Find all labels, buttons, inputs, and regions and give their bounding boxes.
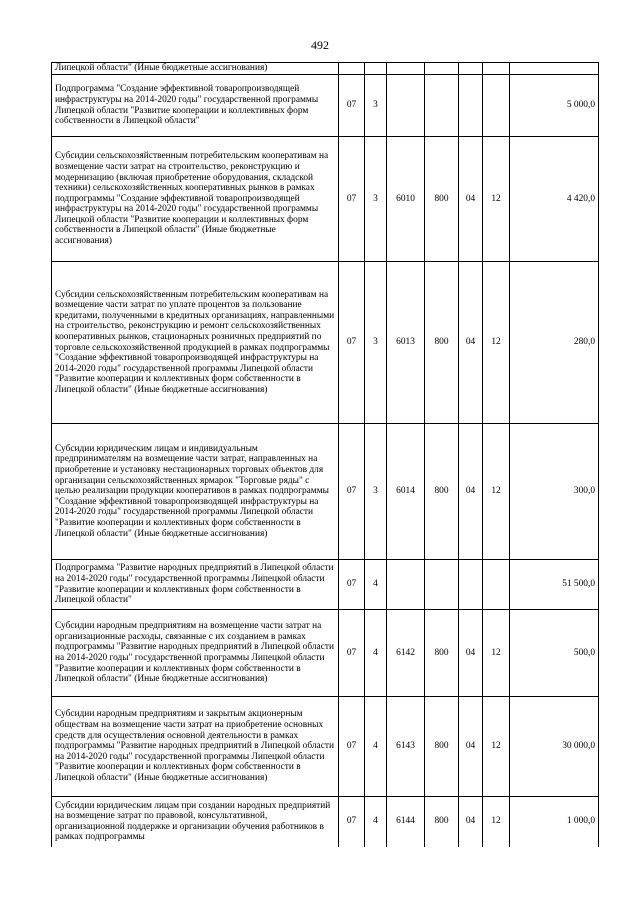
expense-type-code: [425, 560, 459, 610]
row-description: Субсидии юридическим лицам и индивидуальным предпринимателям на возмещение части затрат, направленных на приобретение и установку нестационарных торговых объектов для организации сельскохозяйственных ярмарок "Торговые ряды" с целью реализации продукции кооперативов в рамках подпрограммы "Создание эффективной товаропроизводящей инфраструктуры на 2014-2020 годы" государственной программы Липецкой области "Развитие кооперации и коллективных форм собственности в Липецкой области" (Иные бюджетные ассигнования): [52, 424, 339, 560]
amount: 51 500,0: [510, 560, 599, 610]
table-row: [52, 424, 599, 560]
subsection-code: 12: [483, 610, 510, 697]
item-code: [387, 63, 425, 75]
subsection-code: [483, 75, 510, 137]
subsection-code: [483, 63, 510, 75]
section-code: 04: [459, 424, 483, 560]
table-row: [52, 610, 599, 697]
row-description: Субсидии юридическим лицам при создании народных предприятий на возмещение затрат по правовой, консультативной, организационной поддержке и организации обучения работников в рамках подпрограммы: [52, 797, 339, 847]
ministry-code: 07: [339, 137, 365, 262]
expense-type-code: [425, 75, 459, 137]
section-code: [459, 560, 483, 610]
section-code: 04: [459, 262, 483, 424]
expense-type-code: 800: [425, 797, 459, 847]
expense-type-code: 800: [425, 137, 459, 262]
expense-type-code: 800: [425, 697, 459, 797]
amount: 300,0: [510, 424, 599, 560]
row-description: Субсидии сельскохозяйственным потребительским кооперативам на возмещение части затрат по уплате процентов за пользование кредитами, полученными в кредитных организациях, направленными на строительство, реконструкцию и ремонт сельскохозяйственных кооперативных рынков, стационарных розничных предприятий по торговле сельскохозяйственной продукцией в рамках подпрограммы "Создание эффективной товаропроизводящей инфраструктуры на 2014-2020 годы" государственной программы Липецкой области "Развитие кооперации и коллективных форм собственности в Липецкой области" (Иные бюджетные ассигнования): [52, 262, 339, 424]
section-code: [459, 63, 483, 75]
section-code: 04: [459, 610, 483, 697]
row-description: Субсидии народным предприятиям на возмещение части затрат на организационные расходы, связанные с их созданием в рамках подпрограммы "Развитие народных предприятий в Липецкой области на 2014-2020 годы" государственной программы Липецкой области "Развитие кооперации и коллективных форм собственности в Липецкой области" (Иные бюджетные ассигнования): [52, 610, 339, 697]
item-code: 6013: [387, 262, 425, 424]
subprogram-code: 3: [365, 262, 387, 424]
item-code: 6143: [387, 697, 425, 797]
ministry-code: 07: [339, 424, 365, 560]
row-description: Субсидии сельскохозяйственным потребительским кооперативам на возмещение части затрат на строительство, реконструкцию и модернизацию (включая приобретение оборудования, складской техники) сельскохозяйственных кооперативных рынков в рамках подпрограммы "Создание эффективной товаропроизводящей инфраструктуры на 2014-2020 годы" государственной программы Липецкой области "Развитие кооперации и коллективных форм собственности в Липецкой области" (Иные бюджетные ассигнования): [52, 137, 339, 262]
row-description: Субсидии народным предприятиям и закрытым акционерным обществам на возмещение части затрат на приобретение основных средств для осуществления основной деятельности в рамках подпрограммы "Развитие народных предприятий в Липецкой области на 2014-2020 годы" государственной программы Липецкой области "Развитие кооперации и коллективных форм собственности в Липецкой области" (Иные бюджетные ассигнования): [52, 697, 339, 797]
subprogram-code: 4: [365, 560, 387, 610]
item-code: 6144: [387, 797, 425, 847]
item-code: 6010: [387, 137, 425, 262]
section-code: [459, 75, 483, 137]
subprogram-code: 3: [365, 75, 387, 137]
table-row: [52, 797, 599, 847]
section-code: 04: [459, 697, 483, 797]
table-row: [52, 262, 599, 424]
subprogram-code: 4: [365, 610, 387, 697]
subprogram-code: [365, 63, 387, 75]
amount: 500,0: [510, 610, 599, 697]
expense-type-code: 800: [425, 424, 459, 560]
item-code: 6014: [387, 424, 425, 560]
expense-type-code: 800: [425, 610, 459, 697]
expense-type-code: [425, 63, 459, 75]
subsection-code: 12: [483, 797, 510, 847]
amount: 5 000,0: [510, 75, 599, 137]
amount: [510, 63, 599, 75]
table-row: [52, 63, 599, 75]
subsection-code: 12: [483, 697, 510, 797]
subsection-code: 12: [483, 137, 510, 262]
table-row: [52, 697, 599, 797]
expense-type-code: 800: [425, 262, 459, 424]
amount: 30 000,0: [510, 697, 599, 797]
subsection-code: 12: [483, 424, 510, 560]
page-number: 492: [311, 38, 329, 52]
ministry-code: 07: [339, 75, 365, 137]
section-code: 04: [459, 797, 483, 847]
ministry-code: 07: [339, 262, 365, 424]
subsection-code: 12: [483, 262, 510, 424]
subprogram-code: 4: [365, 697, 387, 797]
ministry-code: [339, 63, 365, 75]
subprogram-code: 4: [365, 797, 387, 847]
ministry-code: 07: [339, 560, 365, 610]
subprogram-code: 3: [365, 424, 387, 560]
row-description: Липецкой области" (Иные бюджетные ассигнования): [52, 63, 339, 75]
subsection-code: [483, 560, 510, 610]
table-row: [52, 137, 599, 262]
item-code: [387, 75, 425, 137]
item-code: [387, 560, 425, 610]
ministry-code: 07: [339, 797, 365, 847]
ministry-code: 07: [339, 697, 365, 797]
amount: 4 420,0: [510, 137, 599, 262]
amount: 1 000,0: [510, 797, 599, 847]
table-row: [52, 75, 599, 137]
row-description: Подпрограмма "Создание эффективной товаропроизводящей инфраструктуры на 2014-2020 годы" государственной программы Липецкой области "Развитие кооперации и коллективных форм собственности в Липецкой области": [52, 75, 339, 137]
item-code: 6142: [387, 610, 425, 697]
ministry-code: 07: [339, 610, 365, 697]
amount: 280,0: [510, 262, 599, 424]
table-row: [52, 560, 599, 610]
subprogram-code: 3: [365, 137, 387, 262]
row-description: Подпрограмма "Развитие народных предприятий в Липецкой области на 2014-2020 годы" государственной программы Липецкой области "Развитие кооперации и коллективных форм собственности в Липецкой области": [52, 560, 339, 610]
section-code: 04: [459, 137, 483, 262]
budget-table: [51, 62, 599, 847]
